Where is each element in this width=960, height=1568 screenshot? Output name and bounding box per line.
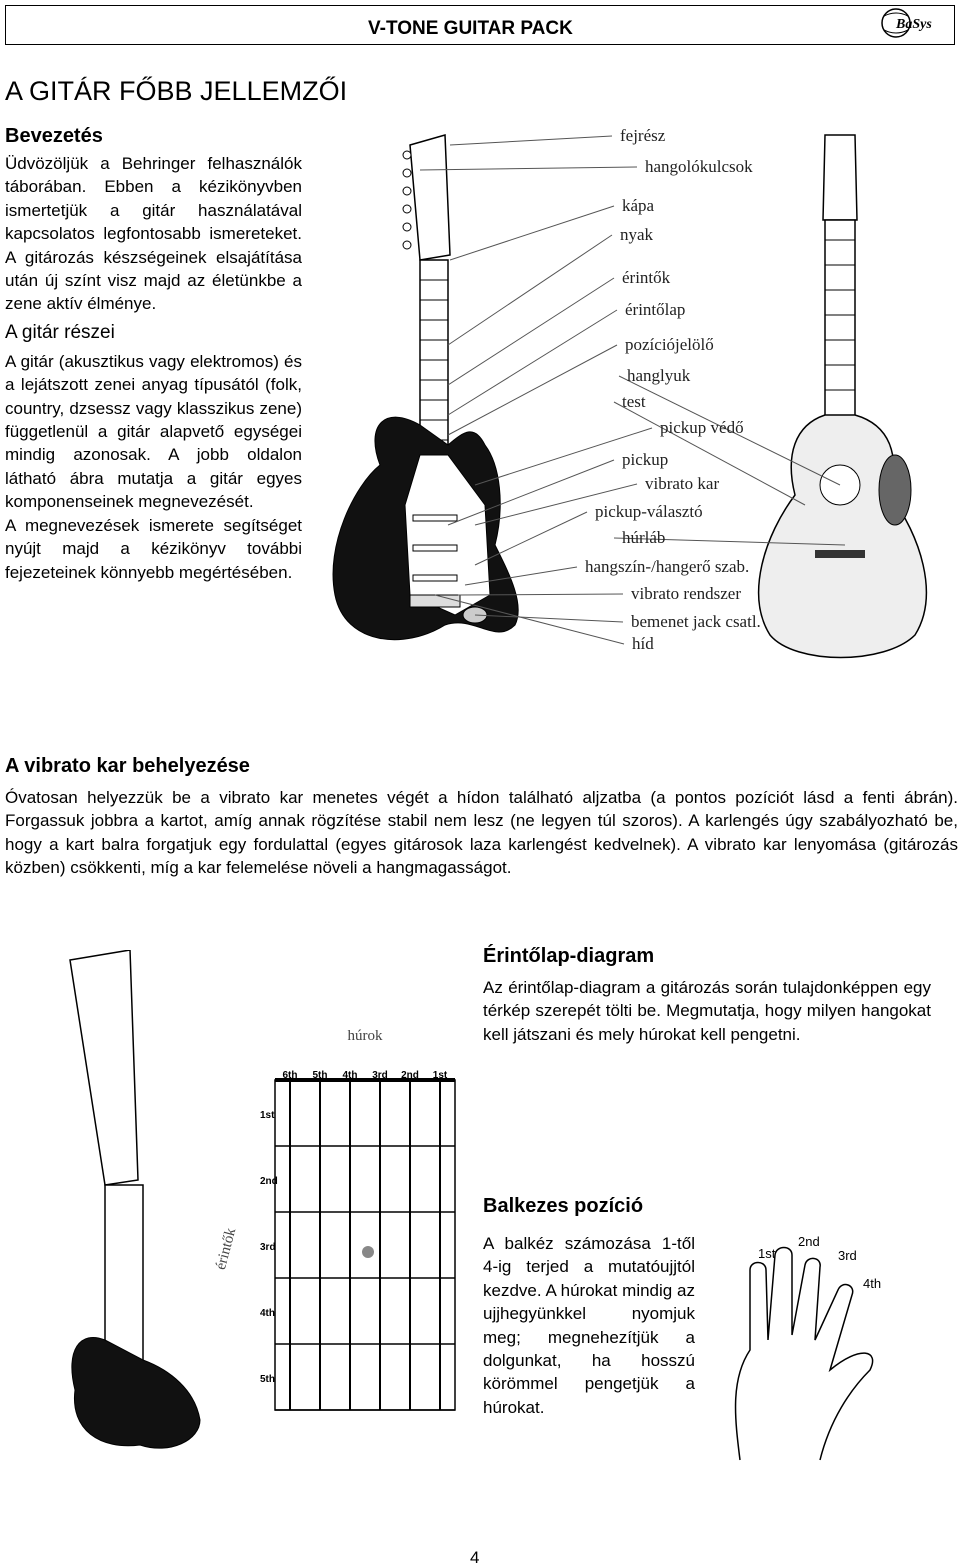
vibrato-heading: A vibrato kar behelyezése xyxy=(5,755,250,777)
string-name: 6th xyxy=(282,1070,298,1081)
hand-illustration xyxy=(720,1230,900,1480)
parts-text-2: A megnevezések ismerete segítséget nyújt majd a kézikönyv további fejezeteinek könnyebb megértésében. xyxy=(5,515,302,582)
string-name: 1st xyxy=(432,1070,448,1081)
parts-heading: A gitár részei xyxy=(5,321,115,343)
acoustic-guitar-image xyxy=(759,135,927,658)
finger-label: 3rd xyxy=(838,1248,857,1263)
part-label: kápa xyxy=(622,196,655,215)
leader-line xyxy=(450,206,614,260)
part-label: pickup xyxy=(622,450,669,469)
part-label: hanglyuk xyxy=(627,366,691,385)
hand-outline xyxy=(736,1248,873,1461)
fret-diagram-section xyxy=(483,945,931,1046)
left-hand-text: A balkéz számozása 1-től 4-ig terjed a mutatóujjtól kezdve. A húrokat mindig az ujjhegyünkkel nyomjuk meg; megnehezítjük a dolgunkat, ha hosszú körömmel pengetjük a húrokat. xyxy=(483,1234,695,1417)
header-title: V-TONE GUITAR PACK xyxy=(368,18,573,39)
fret-name: 5th xyxy=(260,1374,275,1385)
main-title: A GITÁR FŐBB JELLEMZŐI xyxy=(5,76,348,106)
headstock-shape xyxy=(70,950,138,1185)
part-label: bemenet jack csatl. xyxy=(631,612,761,631)
intro-column xyxy=(5,125,302,584)
part-label: pozíciójelölő xyxy=(625,335,714,354)
part-label: vibrato kar xyxy=(645,474,720,493)
page-number: 4 xyxy=(470,1548,480,1567)
vibrato-text: Óvatosan helyezzük be a vibrato kar menetes végét a hídon található aljzatba (a pontos pozíciót lásd a fenti ábrán). Forgassuk jobbra a kartot, amíg annak rögzítése stabil nem lesz (ne legyen túl szoros). A karlengés úgy szabályozható be, hogy a kart balra forgatjuk egy fordulattal (egyes gitárosok laza karlengést kedvelnek). A vibrato kar lenyomása (gitározás közben) csökkenti, míg a kar felemelése növeli a hangmagasságot. xyxy=(5,788,958,878)
frets-label: érintők xyxy=(212,1226,240,1272)
fret-name: 1st xyxy=(260,1110,275,1121)
part-label: érintőlap xyxy=(625,300,686,319)
intro-heading: Bevezetés xyxy=(5,125,103,147)
leader-line xyxy=(448,345,617,435)
fret-name: 2nd xyxy=(260,1176,278,1187)
finger-label: 4th xyxy=(863,1276,882,1291)
intro-text: Üdvözöljük a Behringer felhasználók táborában. Ebben a kézikönyvben ismertetjük a gitár használatával kapcsolatos legfontosabb ismereteket. A gitározás készségeinek elsajátítása után új színt visz majd az életünkbe a zene aktív élménye. xyxy=(5,154,302,314)
finger-label: 1st xyxy=(758,1246,776,1261)
string-name: 5th xyxy=(312,1070,328,1081)
string-name: 2nd xyxy=(401,1070,419,1081)
part-label: hangolókulcsok xyxy=(645,157,753,176)
fret-diagram-heading: Érintőlap-diagram xyxy=(483,945,655,967)
fret-name: 4th xyxy=(260,1308,275,1319)
left-hand-section xyxy=(483,1195,695,1419)
part-label: test xyxy=(622,392,646,411)
part-label: érintők xyxy=(622,268,671,287)
left-hand-heading: Balkezes pozíció xyxy=(483,1195,644,1217)
part-label: híd xyxy=(632,634,654,653)
fretboard-grid-frame xyxy=(275,1080,455,1410)
fret-name: 3rd xyxy=(260,1242,276,1253)
fretboard-diagram xyxy=(60,950,480,1465)
part-label: hangszín-/hangerő szab. xyxy=(585,557,750,576)
basys-logo xyxy=(876,6,952,40)
string-name: 4th xyxy=(342,1070,358,1081)
fret-diagram-text: Az érintőlap-diagram a gitározás során tulajdonképpen egy térkép szerepét tölti be. Megmutatja, hogy milyen hangokat kell játszani és mely húrokat kell pengetni. xyxy=(483,978,931,1044)
part-label: fejrész xyxy=(620,126,666,145)
part-label: húrláb xyxy=(622,528,666,547)
logo-text: BaSys xyxy=(896,17,932,32)
part-label: pickup védő xyxy=(660,418,744,437)
finger-label: 2nd xyxy=(798,1234,820,1249)
electric-guitar-image xyxy=(333,135,518,640)
strings-label: húrok xyxy=(347,1028,383,1044)
part-label: pickup-választó xyxy=(595,502,703,521)
string-name: 3rd xyxy=(372,1070,388,1081)
vibrato-section xyxy=(5,755,958,880)
leader-line xyxy=(420,167,637,170)
leader-line xyxy=(448,310,617,415)
parts-text-1: A gitár (akusztikus vagy elektromos) és a lejátszott zenei anyag típusától (folk, country, dzsessz vagy klasszikus zene) függetlenül a gitár alapvető egységei mindig azonosak. A jobb oldalon látható ábra mutatja a gitár egyes komponenseinek megnevezését. xyxy=(5,351,302,512)
leader-line xyxy=(448,278,614,385)
part-label: vibrato rendszer xyxy=(631,584,741,603)
part-label: nyak xyxy=(620,225,654,244)
fret-position-marker xyxy=(362,1246,374,1258)
guitar-parts-diagram xyxy=(325,125,955,665)
leader-line xyxy=(450,136,612,145)
